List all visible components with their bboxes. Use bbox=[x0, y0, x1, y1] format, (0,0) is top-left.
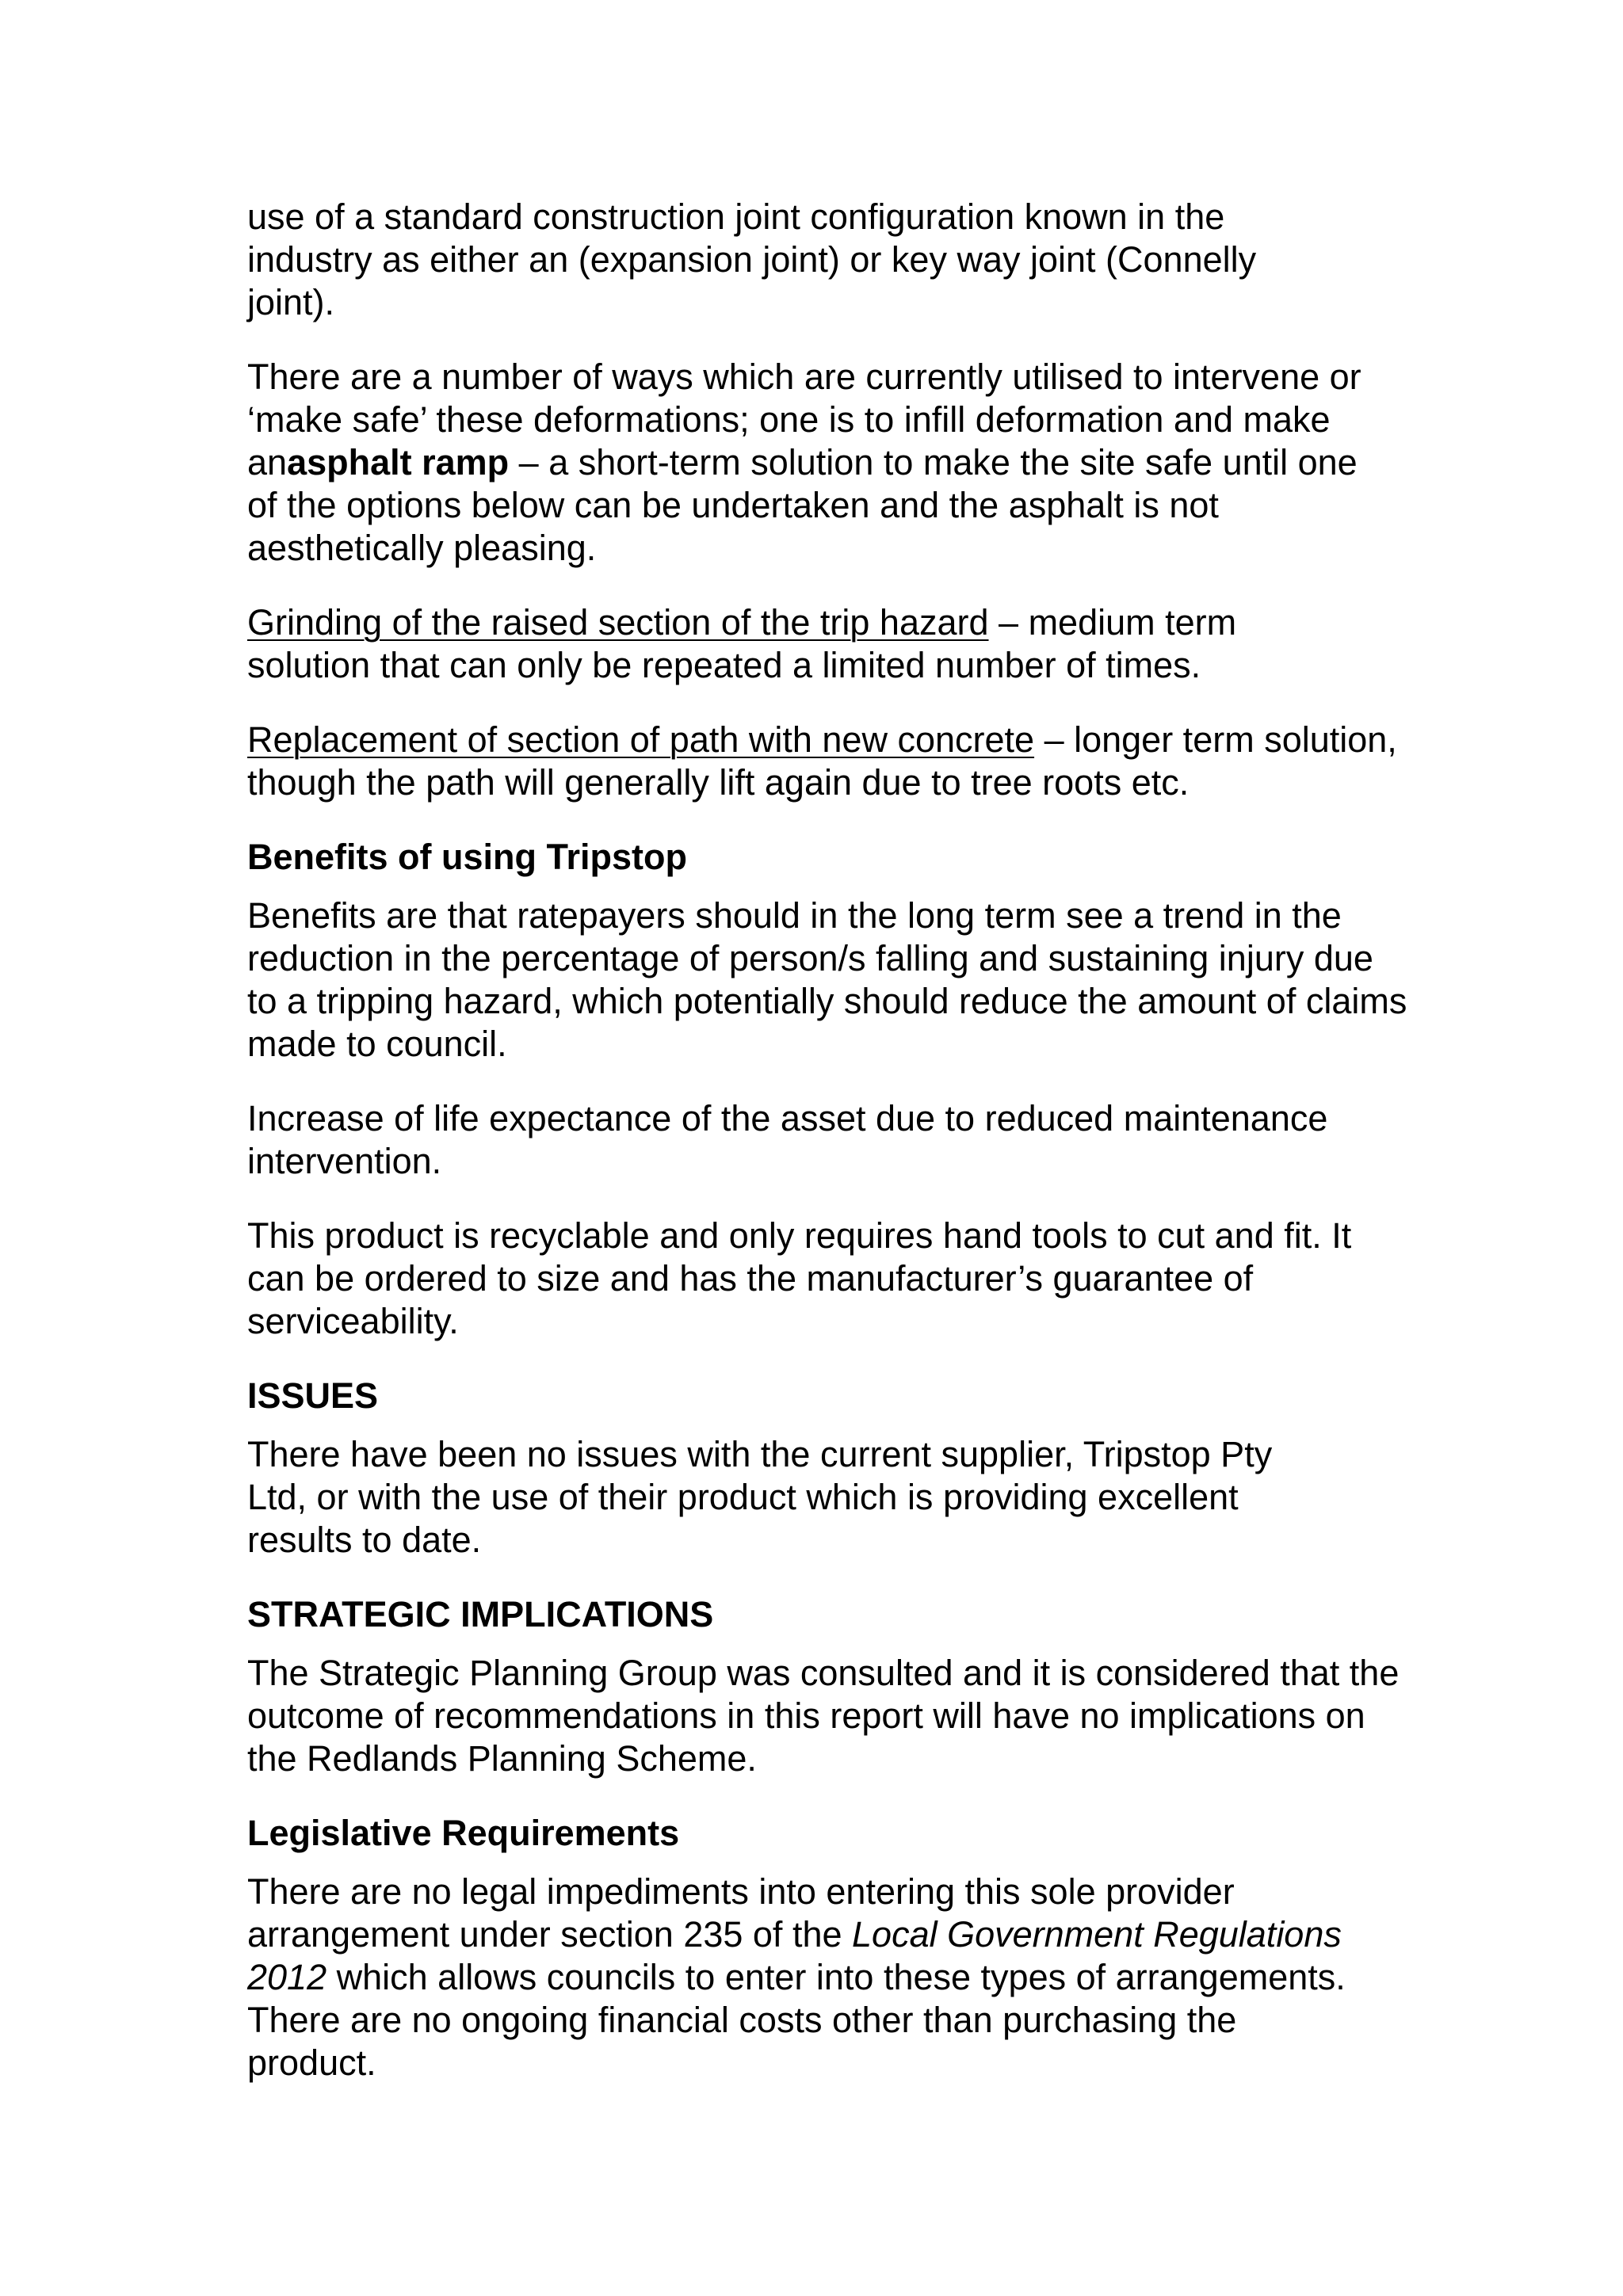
document-page bbox=[247, 196, 1407, 2116]
benefits-paragraph-1: Benefits are that ratepayers should in the long term see a trend in the reduction in the percentage of person/s falling and sustaining injury due to a tripping hazard, which potentially should reduce the amount of claims made to council. bbox=[247, 895, 1407, 1064]
replacement-text: – longer term solution, though the path will generally lift again due to tree roots etc. bbox=[247, 719, 1397, 803]
replacement-underlined: Replacement of section of path with new concrete bbox=[247, 719, 1035, 760]
paragraph-replacement bbox=[247, 719, 1404, 804]
grinding-underlined: Grinding of the raised section of the trip hazard bbox=[247, 602, 989, 643]
legislative-heading: Legislative Requirements bbox=[247, 1813, 680, 1853]
grinding-text: – medium term solution that can only be repeated a limited number of times. bbox=[247, 602, 1237, 685]
make-safe-text: There are a number of ways which are currently utilised to intervene or ‘make safe’ these deformations; one is to infill deformation and make an bbox=[247, 357, 1361, 482]
benefits-paragraph-2: Increase of life expectance of the asset due to reduced maintenance intervention. bbox=[247, 1098, 1328, 1181]
legislative-paragraph bbox=[247, 1871, 1357, 2084]
paragraph-joint-configuration: use of a standard construction joint configuration known in the industry as either an (expansion joint) or key way joint (Connelly joint). bbox=[247, 196, 1257, 322]
issues-heading: ISSUES bbox=[247, 1375, 379, 1416]
benefits-heading: Benefits of using Tripstop bbox=[247, 837, 688, 877]
strategic-heading: STRATEGIC IMPLICATIONS bbox=[247, 1594, 714, 1634]
legislative-act-italic: Local Government Regulations 2012 bbox=[247, 1914, 1342, 1997]
benefits-paragraph-3: This product is recyclable and only requires hand tools to cut and fit. It can be ordered to size and has the manufacturer’s guarantee of serviceability. bbox=[247, 1215, 1352, 1341]
asphalt-ramp-bold: asphalt ramp bbox=[287, 442, 510, 482]
strategic-paragraph: The Strategic Planning Group was consulted and it is considered that the outcome of recommendations in this report will have no implications on the Redlands Planning Scheme. bbox=[247, 1653, 1400, 1779]
issues-paragraph: There have been no issues with the current supplier, Tripstop Pty Ltd, or with the use of their product which is providing excellent results to date. bbox=[247, 1434, 1273, 1560]
legislative-text-a: There are no legal impediments into entering this sole provider arrangement under section 235 of the bbox=[247, 1871, 1235, 1955]
paragraph-grinding bbox=[247, 601, 1341, 687]
legislative-text-b: which allows councils to enter into these types of arrangements. There are no ongoing financial costs other than purchasing the product. bbox=[247, 1957, 1346, 2083]
asphalt-ramp-text: – a short-term solution to make the site safe until one of the options below can be undertaken and the asphalt is not aesthetically pleasing. bbox=[247, 442, 1358, 568]
paragraph-make-safe-options bbox=[247, 356, 1373, 570]
